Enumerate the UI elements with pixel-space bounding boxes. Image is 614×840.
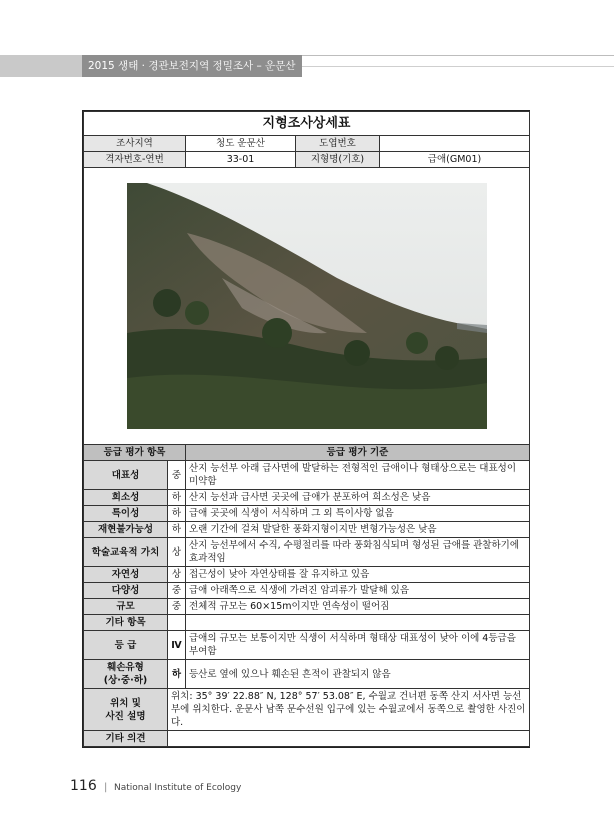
grid-number-label: 격자번호-연번: [84, 152, 186, 168]
grading-desc: 전체적 규모는 60×15m이지만 연속성이 떨어짐: [186, 599, 530, 615]
survey-area-label: 조사지역: [84, 136, 186, 152]
grading-grade: 중: [168, 583, 186, 599]
damage-grade: 하: [168, 660, 186, 689]
grading-desc: [186, 615, 530, 631]
grading-row: [84, 599, 530, 615]
map-sheet-number-label: 도엽번호: [296, 136, 380, 152]
grading-item: 자연성: [84, 567, 168, 583]
damage-desc: 등산로 옆에 있으나 훼손된 흔적이 관찰되지 않음: [186, 660, 530, 689]
landform-name-value: 급애(GM01): [380, 152, 530, 168]
location-label: [84, 689, 168, 731]
location-label-line2: 사진 설명: [105, 710, 146, 722]
other-opinion-label: 기타 의견: [84, 731, 168, 747]
location-desc: 위치: 35° 39′ 22.88″ N, 128° 57′ 53.08″ E, 수월교 건너편 동쪽 산지 서사면 능선부에 위치한다. 운문사 남쪽 문수선원 입구에 있는 수월교에서 동쪽으로 촬영한 사진이다.: [168, 689, 530, 731]
grading-item: 기타 항목: [84, 615, 168, 631]
grading-row: [84, 461, 530, 490]
footer-organization: National Institute of Ecology: [114, 783, 242, 793]
grading-item: 규모: [84, 599, 168, 615]
terrain-survey-sheet: [82, 110, 530, 748]
other-opinion-value: [168, 731, 530, 747]
grading-desc: 산지 능선부 아래 급사면에 발달하는 전형적인 급애이나 형태상으로는 대표성이 미약함: [186, 461, 530, 490]
sheet-title: 지형조사상세표: [84, 112, 530, 136]
grading-item: 다양성: [84, 583, 168, 599]
grading-criteria-header: 등급 평가 기준: [186, 445, 530, 461]
cliff-photo: [127, 183, 487, 429]
page-number: 116: [70, 778, 97, 794]
grading-grade: 하: [168, 522, 186, 538]
grading-desc: 급애 아래쪽으로 식생에 가려진 암괴류가 발달해 있음: [186, 583, 530, 599]
running-header-title: 2015 생태 · 경관보전지역 정밀조사 – 운문산: [82, 55, 302, 77]
grading-item: 특이성: [84, 506, 168, 522]
grading-item: 희소성: [84, 490, 168, 506]
rank-desc: 급애의 규모는 보통이지만 식생이 서식하며 형태상 대표성이 낮아 이에 4등급을 부여함: [186, 631, 530, 660]
grid-number-value: 33-01: [186, 152, 296, 168]
grading-grade: 중: [168, 599, 186, 615]
header-band: [0, 55, 82, 77]
grading-row: [84, 522, 530, 538]
grading-grade: 하: [168, 490, 186, 506]
rank-row: [84, 631, 530, 660]
damage-type-label: [84, 660, 168, 689]
landform-name-label: 지형명(기호): [296, 152, 380, 168]
grading-grade: 하: [168, 506, 186, 522]
grading-grade: 상: [168, 538, 186, 567]
grading-item-header: 등급 평가 항목: [84, 445, 186, 461]
grading-row: [84, 506, 530, 522]
grading-desc: 산지 능선과 급사면 곳곳에 급애가 분포하여 희소성은 낮음: [186, 490, 530, 506]
grading-desc: 접근성이 낮아 자연상태를 잘 유지하고 있음: [186, 567, 530, 583]
rank-grade: Ⅳ: [168, 631, 186, 660]
grading-item: 대표성: [84, 461, 168, 490]
grading-row: [84, 615, 530, 631]
grading-row: [84, 567, 530, 583]
grading-item: 학술교육적 가치: [84, 538, 168, 567]
other-opinion-row: [84, 731, 530, 747]
rank-label: 등 급: [84, 631, 168, 660]
grading-row: [84, 538, 530, 567]
grading-grade: 중: [168, 461, 186, 490]
sheet-table: [83, 111, 530, 747]
grading-desc: 산지 능선부에서 수직, 수평절리를 따라 풍화침식되며 형성된 급애를 관찰하기에 효과적임: [186, 538, 530, 567]
damage-row: [84, 660, 530, 689]
location-label-line1: 위치 및: [110, 697, 141, 709]
damage-type-line1: 훼손유형: [107, 662, 144, 673]
footer-separator: |: [104, 782, 108, 793]
grading-item: 재현불가능성: [84, 522, 168, 538]
grading-desc: 급애 곳곳에 식생이 서식하며 그 외 특이사항 없음: [186, 506, 530, 522]
grading-row: [84, 490, 530, 506]
grading-desc: 오랜 기간에 걸쳐 발달한 풍화지형이지만 변형가능성은 낮음: [186, 522, 530, 538]
header-rule: [302, 66, 614, 67]
photo-cell: [84, 168, 530, 445]
grading-row: [84, 583, 530, 599]
damage-type-line2: (상·중·하): [103, 675, 148, 686]
grading-grade: [168, 615, 186, 631]
grading-grade: 상: [168, 567, 186, 583]
location-row: [84, 689, 530, 731]
map-sheet-number-value: [380, 136, 530, 152]
survey-area-value: 청도 운문산: [186, 136, 296, 152]
